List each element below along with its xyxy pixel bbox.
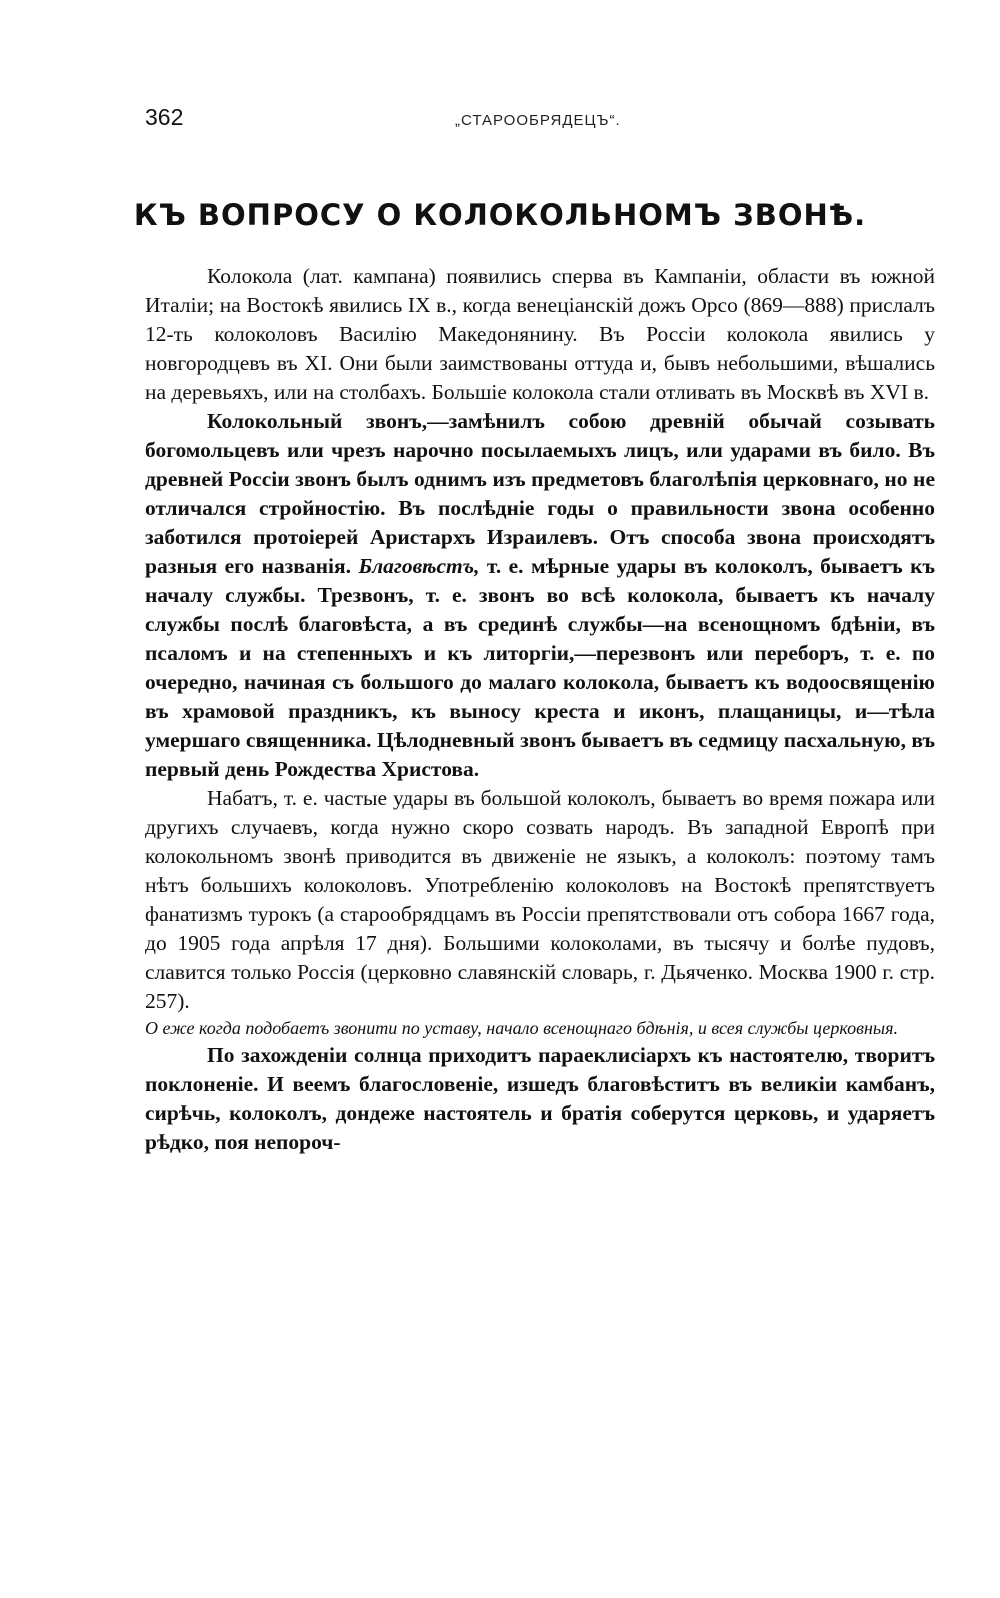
- paragraph-bell-ringing-part2: т. е. мѣрные удары въ колоколъ, бываетъ къ началу службы. Трезвонъ, т. е. звонъ во всѣ колокола, бываетъ къ началу службы послѣ благовѣста, а въ срединѣ службы—на всенощномъ бдѣніи, въ псаломъ и на степенныхъ и къ литоргіи,—перезвонъ или переборъ, т. е. по очередно, начиная съ большого до малаго колокола, бываетъ къ водоосвященію въ храмовой праздникъ, къ выносу креста и иконъ, плащаницы, и—тѣла умершаго священника. Цѣлодневный звонъ бываетъ въ седмицу пасхальную, въ первый день Рождества Христова.: [145, 554, 936, 781]
- paragraph-bell-ringing-part1: Колокольный звонъ,—замѣнилъ собою древній обычай созывать богомольцевъ или чрезъ нарочно посылаемыхъ лицъ, или ударами въ било. Въ древней Россіи звонъ былъ однимъ изъ предметовъ благолѣпія церковнаго, но не отличался стройностію. Въ послѣдніе годы о правильности звона особенно заботился протоіерей Аристархъ Израилевъ. Отъ способа звона происходятъ разныя его названія.: [145, 409, 935, 578]
- article-body: [145, 262, 935, 1157]
- paragraph-nabat: Набатъ, т. е. частые удары въ большой колоколъ, бываетъ во время пожара или другихъ случаевъ, когда нужно скоро созвать народъ. Въ западной Европѣ при колокольномъ звонѣ приводится въ движеніе не языкъ, а колоколъ: поэтому тамъ нѣтъ большихъ колоколовъ. Употребленію колоколовъ на Востокѣ препятствуетъ фанатизмъ турокъ (а старообрядцамъ въ Россіи препятствовали отъ собора 1667 года, до 1905 года апрѣля 17 дня). Большими колоколами, въ тысячу и болѣе пудовъ, славится только Россія (церковно славянскій словарь, г. Дьяченко. Москва 1900 г. стр. 257).: [145, 786, 935, 1013]
- page-number: 362: [145, 104, 184, 130]
- paragraph-bells-origin: Колокола (лат. кампана) появились сперва въ Кампаніи, области въ южной Италіи; на Востокѣ явились IX в., когда венеціанскій дожъ Орсо (869—888) прислалъ 12-ть колоколовъ Василію Македонянину. Въ Россіи колокола явились у новгородцевъ въ XI. Они были заимствованы оттуда и, бывъ небольшими, вѣшались на деревьяхъ, или на столбахъ. Большіе колокола стали отливать въ Москвѣ въ XVI в.: [145, 264, 935, 404]
- article-title: КЪ ВОПРОСУ О КОЛОКОЛЬНОМЪ ЗВОНѢ.: [133, 198, 867, 232]
- journal-title: „СТАРООБРЯДЕЦЪ“.: [455, 112, 621, 129]
- paragraph-bell-ringing: [145, 407, 935, 784]
- term-blagovest: Благовѣстъ,: [358, 554, 480, 578]
- running-head: [145, 104, 935, 140]
- paragraph-vespers: По захожденіи солнца приходитъ параеклисіархъ къ настоятелю, творитъ поклоненіе. И веемъ благословеніе, изшедъ благовѣститъ въ великіи камбанъ, сирѣчь, колоколъ, дондеже настоятель и братія соберутся церковь, и ударяетъ рѣдко, поя непороч-: [145, 1043, 935, 1154]
- italic-section-heading: О еже когда подобаетъ звонити по уставу, начало всенощнаго бдѣнія, и всея службы церковныя.: [145, 1018, 898, 1038]
